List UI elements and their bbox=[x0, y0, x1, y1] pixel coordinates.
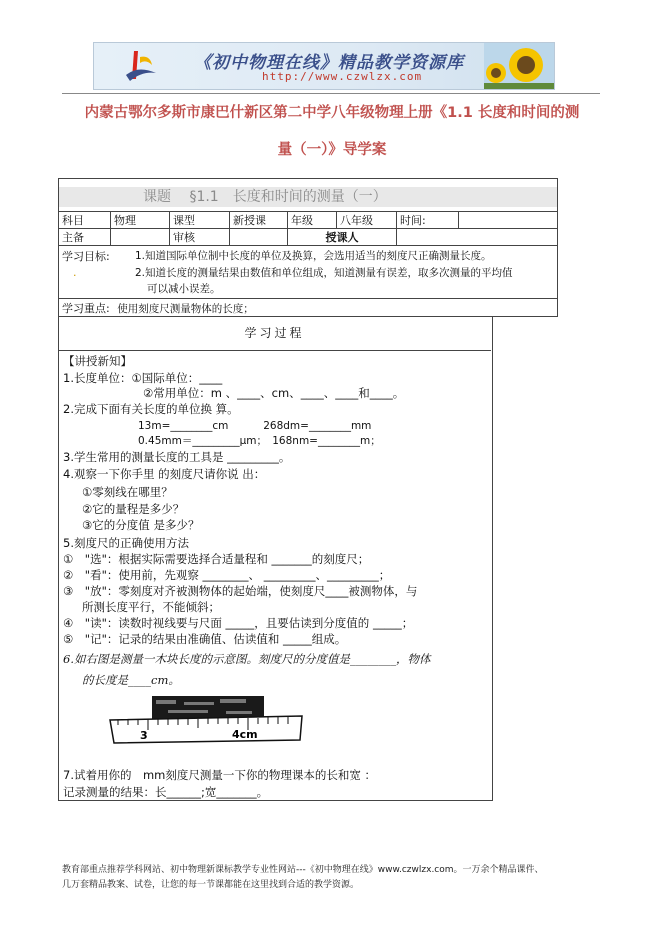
teacher-value bbox=[397, 229, 558, 246]
page-footer bbox=[62, 863, 602, 893]
site-banner bbox=[93, 42, 555, 90]
q5-step-place-cont: 所测长度平行，不能倾斜； bbox=[82, 600, 220, 614]
q4-item1: ①零刻线在哪里？ bbox=[82, 485, 173, 499]
grade-value: 八年级 bbox=[337, 212, 397, 229]
section-new-knowledge: 【讲授新知】 bbox=[63, 354, 132, 368]
teacher-label: 授课人 bbox=[288, 229, 397, 246]
header-rule bbox=[62, 93, 600, 94]
q1-line1: 1.长度单位：①国际单位：____ bbox=[63, 371, 223, 385]
document-title bbox=[62, 95, 602, 169]
q5-step-place: ③ "放"：零刻度对齐被测物体的起始端，使刻度尺____被测物体，与 bbox=[63, 584, 418, 598]
lesson-info-table bbox=[58, 178, 558, 317]
ruler-figure bbox=[108, 694, 304, 744]
reviewer-value bbox=[230, 229, 288, 246]
q4-prompt: 4.观察一下你手里 的刻度尺请你说 出： bbox=[63, 467, 266, 481]
subject-value: 物理 bbox=[111, 212, 170, 229]
grade-label: 年级 bbox=[288, 212, 337, 229]
preparer-value bbox=[111, 229, 170, 246]
time-label: 时间: bbox=[397, 212, 459, 229]
subject-label: 科目 bbox=[59, 212, 111, 229]
preparer-label: 主备 bbox=[59, 229, 111, 246]
goal-item-2-cont: 可以减小误差。 bbox=[147, 283, 221, 295]
time-value bbox=[459, 212, 558, 229]
q1-line2: ②常用单位：m 、____、cm、____、____和____。 bbox=[143, 386, 405, 400]
q3-line: 3.学生常用的测量长度的工具是 _________。 bbox=[63, 450, 291, 464]
document-title-line1: 内蒙古鄂尔多斯市康巴什新区第二中学八年级物理上册《1.1 长度和时间的测 bbox=[84, 105, 580, 121]
q2-line1: 13m=________cm 268dm=________mm bbox=[138, 420, 372, 432]
course-title: 课题 §1.1 长度和时间的测量（一） bbox=[59, 187, 557, 207]
goal-item-1: 1.知道国际单位制中长度的单位及换算，会选用适当的刻度尺正确测量长度。 bbox=[135, 250, 492, 262]
lesson-type-value: 新授课 bbox=[230, 212, 288, 229]
q2-prompt: 2.完成下面有关长度的单位换 算。 bbox=[63, 402, 239, 416]
banner-url[interactable]: http://www.czwlzx.com bbox=[262, 70, 423, 83]
q4-item3: ③它的分度值 是多少？ bbox=[82, 518, 200, 532]
goal-item-2: 2.知道长度的测量结果由数值和单位组成，知道测量有误差，取多次测量的平均值 bbox=[135, 267, 513, 279]
key-point-text: 使用刻度尺测量物体的长度； bbox=[117, 302, 254, 315]
learning-process-heading: 学习过程 bbox=[58, 316, 491, 351]
q2-line2: 0.45mm＝_________μm； 168nm=________m； bbox=[138, 435, 381, 447]
banner-title: 《初中物理在线》精品教学资源库 bbox=[194, 53, 464, 73]
ruler-body bbox=[110, 716, 302, 743]
q5-prompt: 5.刻度尺的正确使用方法 bbox=[63, 536, 189, 550]
key-point-label: 学习重点: bbox=[62, 301, 110, 315]
lesson-type-label: 课型 bbox=[170, 212, 230, 229]
goal-label: 学习目标: bbox=[62, 250, 110, 263]
sunflower-icon bbox=[484, 43, 554, 89]
ruler-label-4cm: 4cm bbox=[232, 728, 258, 741]
reviewer-label: 审核 bbox=[170, 229, 230, 246]
q4-item2: ②它的量程是多少？ bbox=[82, 502, 185, 516]
q7-line2: 记录测量的结果：长______;宽_______。 bbox=[63, 785, 269, 799]
q6-line1: 6.如右图是测量一木块长度的示意图。刻度尺的分度值是________，物体 bbox=[63, 652, 431, 666]
q6-line2: 的长度是____cm。 bbox=[82, 673, 180, 687]
bullet-dot: . bbox=[73, 266, 77, 279]
q5-step-record: ⑤ "记"：记录的结果由准确值、估读值和 _____组成。 bbox=[63, 632, 347, 646]
ruler-label-3: 3 bbox=[140, 729, 148, 742]
q5-step-select: ① "选"：根据实际需要选择合适量程和 _______的刻度尺； bbox=[63, 552, 370, 566]
document-title-line2: 量（一）》导学案 bbox=[277, 142, 387, 158]
footer-line1: 教育部重点推荐学科网站、初中物理新课标教学专业性网站---《初中物理在线》www.czwlzx.com。一万余个精品课件、 bbox=[62, 865, 544, 875]
q7-line1: 7.试着用你的 mm刻度尺测量一下你的物理课本的长和宽 ： bbox=[63, 768, 377, 782]
q5-step-look: ② "看"：使用前，先观察 ________、 _________、_________； bbox=[63, 568, 391, 582]
footer-line2: 几万套精品教案、试卷，让您的每一节课都能在这里找到合适的教学资源。 bbox=[62, 880, 360, 890]
site-logo-icon bbox=[124, 49, 158, 83]
q5-step-read: ④ "读"：读数时视线要与尺面 _____，且要估读到分度值的 _____； bbox=[63, 616, 414, 630]
